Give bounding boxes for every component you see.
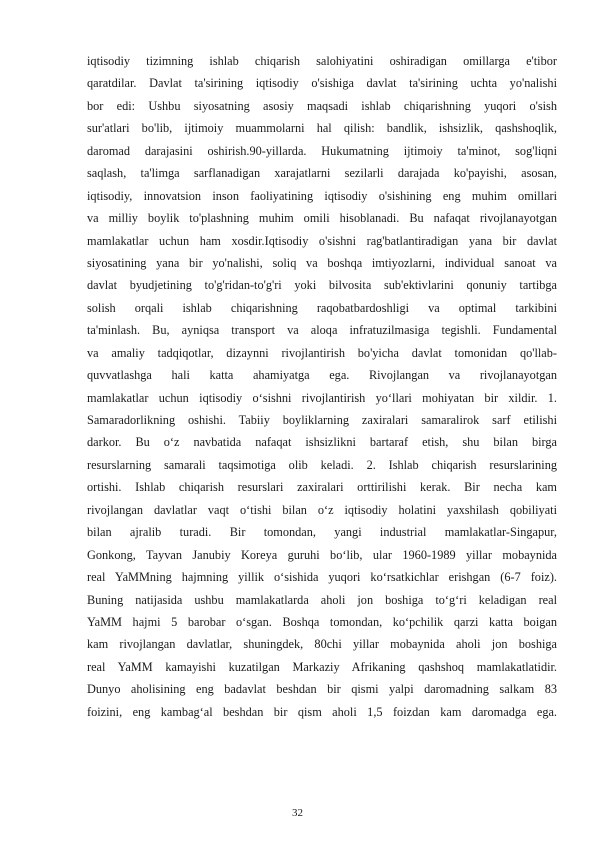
text-line: YaMM hajmi 5 barobar o‘sgan. Boshqa tomondan, ko‘pchilik qarzi katta boigan bbox=[87, 614, 557, 629]
text-line: davlat byudjetining to'g'ridan-to'g'ri yoki bilvosita sub'ektivlarini qonuniy tartibga bbox=[87, 278, 557, 293]
text-line: resurslarning samarali taqsimotiga olib keladi. 2. Ishlab chiqarish resurslarining bbox=[87, 457, 557, 472]
text-line: iqtisodiy, innovatsion inson faoliyatining iqtisodiy o'sishining eng muhim omillari bbox=[87, 188, 557, 203]
body-text bbox=[87, 50, 557, 723]
text-line: real YaMMning hajmning yillik o‘sishida yuqori ko‘rsatkichlar erishgan (6-7 foiz). bbox=[87, 570, 557, 585]
text-line: va milliy boylik to'plashning muhim omili hisoblanadi. Bu nafaqat rivojlanayotgan bbox=[87, 211, 557, 226]
text-line: daromad darajasini oshirish.90-yillarda. Hukumatning ijtimoiy ta'minot, sog'liqni bbox=[87, 143, 557, 158]
text-line: foizini, eng kambag‘al beshdan bir qism aholi 1,5 foizdan kam daromadga ega. bbox=[87, 704, 557, 719]
text-line: saqlash, ta'limga sarflanadigan xarajatlarni sezilarli darajada ko'payishi, asosan, bbox=[87, 166, 557, 181]
text-line: mamlakatlar uchun iqtisodiy o‘sishni rivojlantirish yo‘llari mohiyatan bir xildir. 1. bbox=[87, 390, 557, 405]
text-line: qaratdilar. Davlat ta'sirining iqtisodiy o'sishiga davlat ta'sirining uchta yo'nalishi bbox=[87, 76, 557, 91]
text-line: sur'atlari bo'lib, ijtimoiy muammolarni hal qilish: bandlik, ishsizlik, qashshoqlik, bbox=[87, 121, 557, 136]
text-line: kam rivojlangan davlatlar, shuningdek, 80chi yillar mobaynida aholi jon boshiga bbox=[87, 637, 557, 652]
text-line: mamlakatlar uchun ham xosdir.Iqtisodiy o'sishni rag'batlantiradigan yana bir davlat bbox=[87, 233, 557, 248]
text-line: bilan ajralib turadi. Bir tomondan, yangi industrial mamlakatlar-Singapur, bbox=[87, 525, 557, 540]
text-line: Buning natijasida ushbu mamlakatlarda aholi jon boshiga to‘g‘ri keladigan real bbox=[87, 592, 557, 607]
text-line: iqtisodiy tizimning ishlab chiqarish salohiyatini oshiradigan omillarga e'tibor bbox=[87, 54, 557, 68]
text-line: Dunyo aholisining eng badavlat beshdan bir qismi yalpi daromadning salkam 83 bbox=[87, 682, 557, 697]
text-line: solish orqali ishlab chiqarishning raqobatbardoshligi va optimal tarkibini bbox=[87, 300, 557, 315]
text-line: va amaliy tadqiqotlar, dizaynni rivojlantirish bo'yicha davlat tomonidan qo'llab- bbox=[87, 345, 557, 360]
text-line: Samaradorlikning oshishi. Tabiiy boyliklarning zaxiralari samaralirok sarf etilishi bbox=[87, 413, 557, 427]
page-number: 32 bbox=[292, 807, 303, 819]
text-line: bor edi: Ushbu siyosatning asosiy maqsadi ishlab chiqarishning yuqori o'sish bbox=[87, 98, 557, 113]
text-line: Gonkong, Tayvan Janubiy Koreya guruhi bo‘lib, ular 1960-1989 yillar mobaynida bbox=[87, 547, 557, 562]
text-line: ortishi. Ishlab chiqarish resurslari zaxiralari orttirilishi kerak. Bir necha kam bbox=[87, 480, 557, 495]
text-line: ta'minlash. Bu, ayniqsa transport va aloqa infratuzilmasiga tegishli. Fundamental bbox=[87, 323, 557, 338]
text-line: real YaMM kamayishi kuzatilgan Markaziy Afrikaning qashshoq mamlakatlatidir. bbox=[87, 659, 557, 674]
text-line: rivojlangan davlatlar vaqt o‘tishi bilan o‘z iqtisodiy holatini yaxshilash qobiliyati bbox=[87, 502, 557, 517]
text-line: siyosatining yana bir yo'nalishi, soliq va boshqa imtiyozlarni, individual sanoat va bbox=[87, 255, 557, 270]
text-line: quvvatlashga hali katta ahamiyatga ega. Rivojlangan va rivojlanayotgan bbox=[87, 368, 557, 383]
text-line: darkor. Bu o‘z navbatida nafaqat ishsizlikni bartaraf etish, shu bilan birga bbox=[87, 435, 557, 450]
